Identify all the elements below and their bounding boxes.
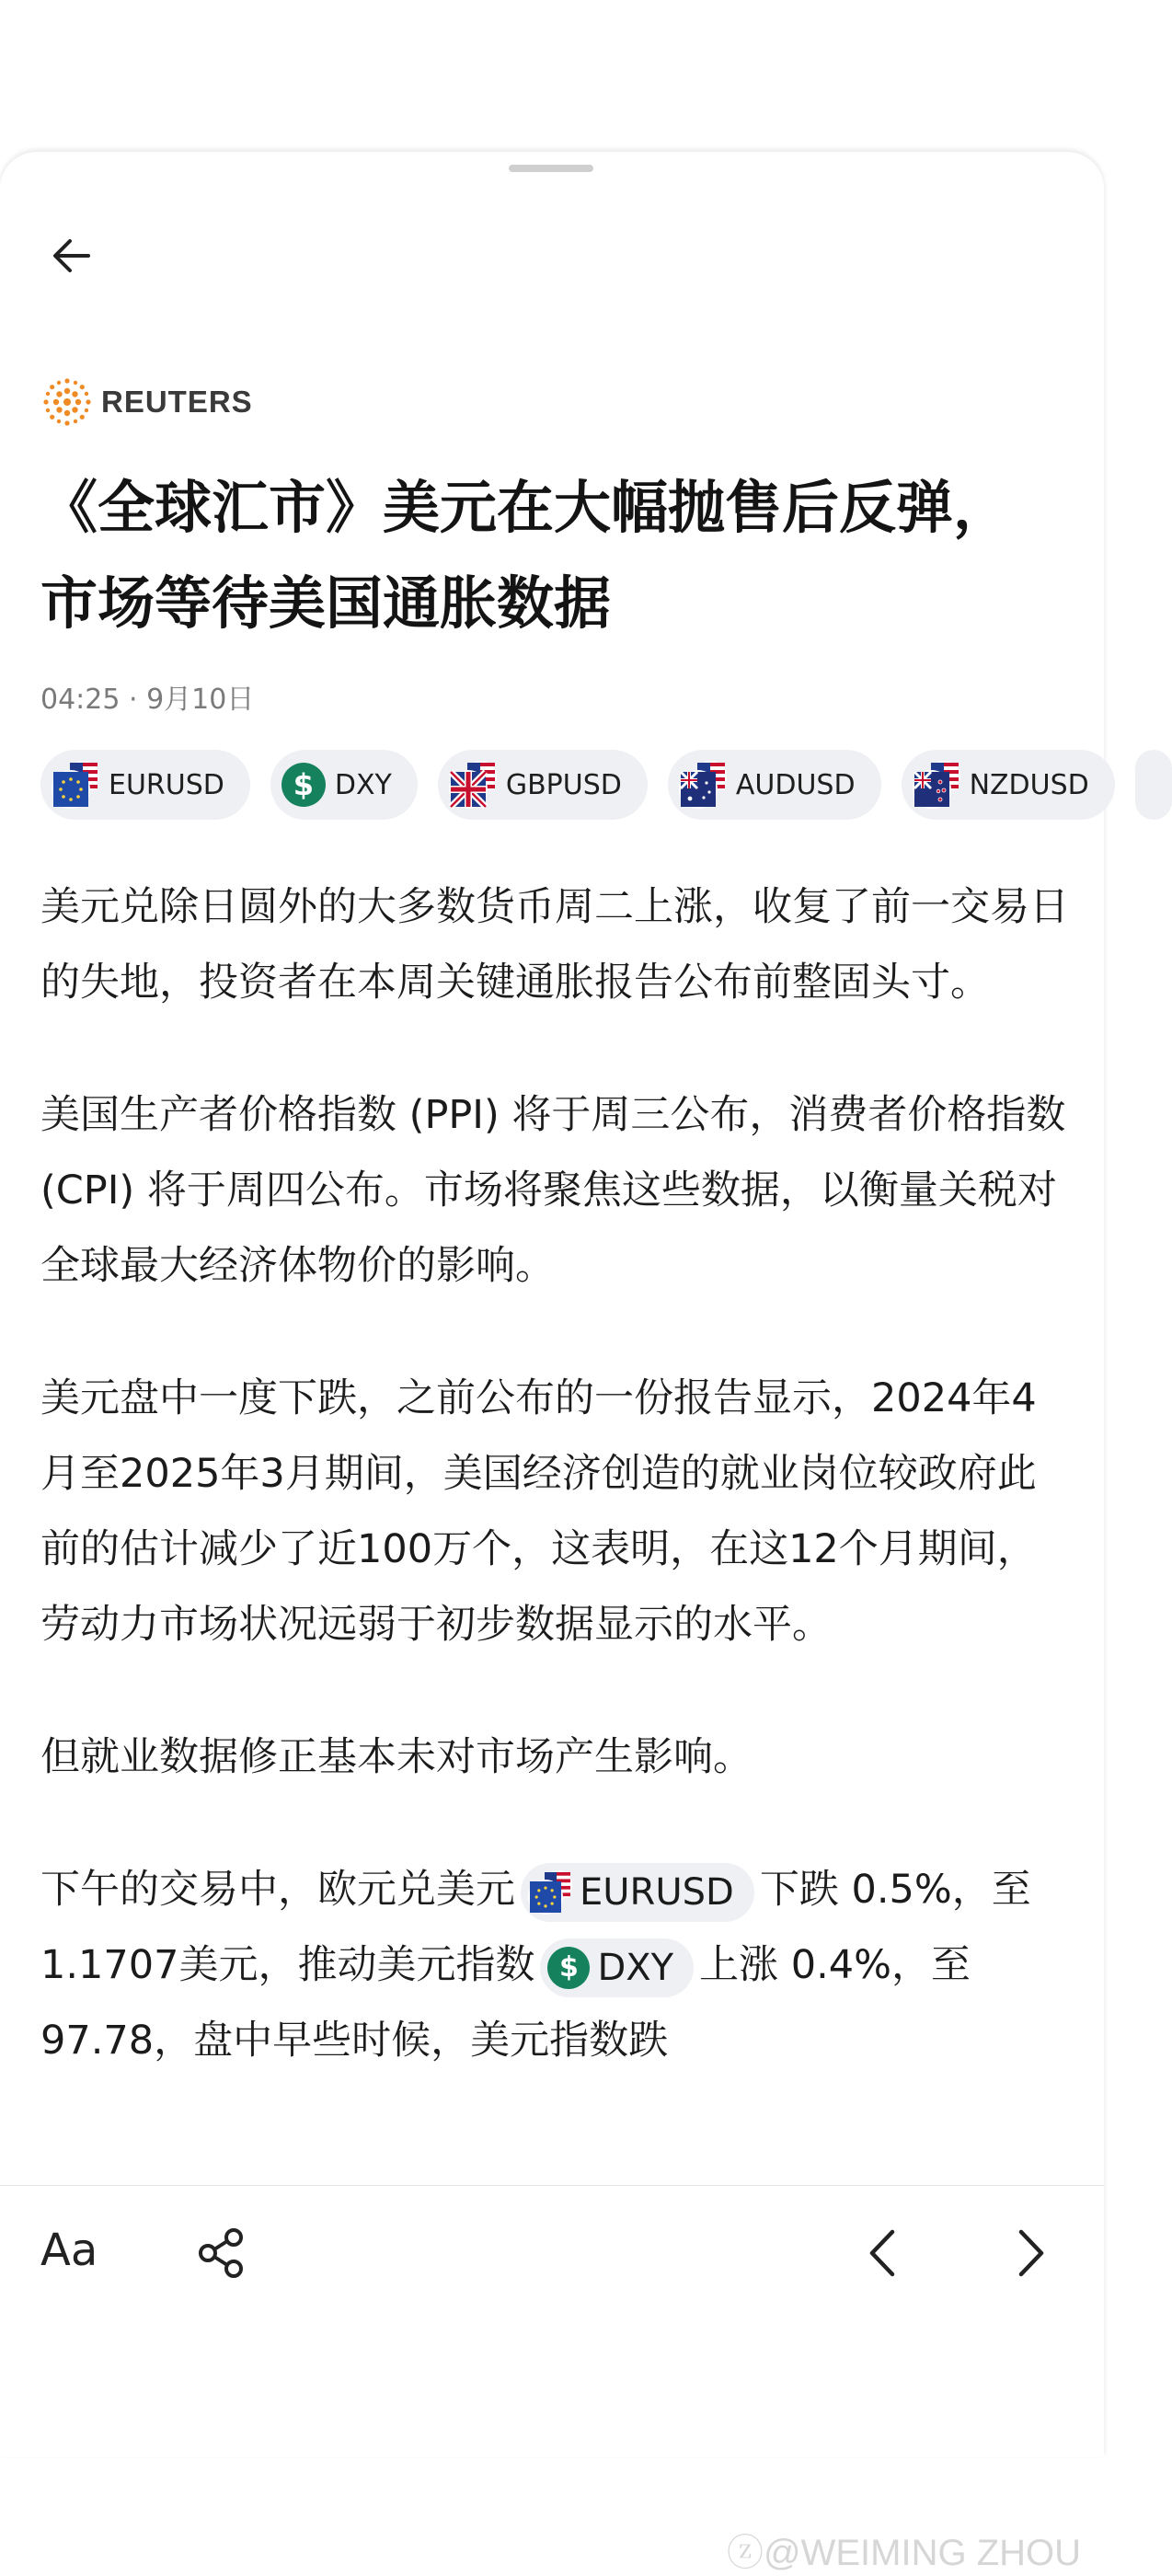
arrow-left-icon bbox=[48, 232, 96, 280]
article-headline: 《全球汇市》美元在大幅抛售后反弹，市场等待美国通胀数据 bbox=[40, 474, 1011, 637]
ticker-label: DXY bbox=[334, 768, 392, 801]
article-paragraph: 但就业数据修正基本未对市场产生影响。 bbox=[40, 1734, 753, 1780]
article-body bbox=[40, 869, 1071, 2135]
paragraph-text: 上涨 0.4%，至 97.78，盘中早些时候，美元指数跌 bbox=[40, 1942, 971, 2064]
au-us-flag-icon bbox=[679, 761, 727, 809]
inline-ticker-dxy[interactable] bbox=[540, 1938, 694, 1997]
next-article-button[interactable] bbox=[1003, 2223, 1058, 2283]
watermark-logo-icon: ⓩ bbox=[727, 2533, 764, 2573]
article-sheet bbox=[0, 152, 1104, 2573]
sheet-drag-handle[interactable] bbox=[509, 165, 593, 172]
article-paragraph bbox=[40, 1852, 1071, 2078]
paragraph-text: 下午的交易中，欧元兑美元 bbox=[40, 1867, 515, 1913]
ticker-chip-more[interactable] bbox=[1135, 750, 1172, 820]
ticker-chip-nzdusd[interactable] bbox=[902, 750, 1115, 820]
nz-us-flag-icon bbox=[913, 761, 960, 809]
watermark bbox=[727, 2524, 1104, 2576]
article-timestamp: 04:25 · 9月10日 bbox=[40, 684, 255, 716]
watermark-text: @WEIMING ZHOU bbox=[764, 2533, 1082, 2573]
ticker-label: NZDUSD bbox=[969, 768, 1089, 801]
status-area bbox=[0, 0, 1104, 156]
share-button[interactable] bbox=[191, 2223, 252, 2283]
previous-article-button[interactable] bbox=[856, 2223, 911, 2283]
bottom-toolbar bbox=[0, 2185, 1104, 2457]
text-size-button[interactable]: Aa bbox=[40, 2225, 98, 2276]
ticker-chip-row[interactable] bbox=[40, 750, 1104, 823]
eu-us-flag-icon bbox=[52, 761, 99, 809]
source-row bbox=[40, 374, 253, 430]
ticker-label: AUDUSD bbox=[735, 768, 856, 801]
dollar-icon: $ bbox=[547, 1947, 590, 1989]
eu-us-flag-icon bbox=[528, 1870, 572, 1915]
share-icon bbox=[191, 2223, 252, 2283]
chevron-right-icon bbox=[1003, 2223, 1058, 2283]
article-paragraph: 美元兑除日圆外的大多数货币周二上涨，收复了前一交易日的失地，投资者在本周关键通胀报告公布前整固头寸。 bbox=[40, 884, 1069, 1006]
ticker-chip-gbpusd[interactable] bbox=[438, 750, 648, 820]
article-paragraph: 美元盘中一度下跌，之前公布的一份报告显示，2024年4月至2025年3月期间，美国经济创造的就业岗位较政府此前的估计减少了近100万个，这表明，在这12个月期间，劳动力市场状况远弱于初步数据显示的水平。 bbox=[40, 1375, 1037, 1648]
chevron-left-icon bbox=[856, 2223, 911, 2283]
ticker-chip-eurusd[interactable] bbox=[40, 750, 250, 820]
dollar-icon: $ bbox=[282, 763, 326, 807]
inline-ticker-eurusd[interactable] bbox=[521, 1863, 754, 1922]
ticker-label: EURUSD bbox=[109, 768, 224, 801]
ticker-label: EURUSD bbox=[580, 1870, 734, 1914]
ticker-chip-audusd[interactable] bbox=[668, 750, 881, 820]
source-name[interactable]: REUTERS bbox=[101, 385, 253, 419]
paragraph-text: 下跌 0.5%，至1.1707美元，推动美元指数 bbox=[40, 1867, 1031, 1988]
reuters-logo-icon bbox=[40, 375, 94, 429]
back-button[interactable] bbox=[37, 221, 107, 291]
ticker-chip-dxy[interactable] bbox=[270, 750, 418, 820]
ticker-label: DXY bbox=[597, 1946, 674, 1989]
uk-us-flag-icon bbox=[449, 761, 497, 809]
ticker-label: GBPUSD bbox=[505, 768, 622, 801]
article-paragraph: 美国生产者价格指数 (PPI) 将于周三公布，消费者价格指数 (CPI) 将于周四公布。市场将聚焦这些数据，以衡量关税对全球最大经济体物价的影响。 bbox=[40, 1092, 1066, 1289]
